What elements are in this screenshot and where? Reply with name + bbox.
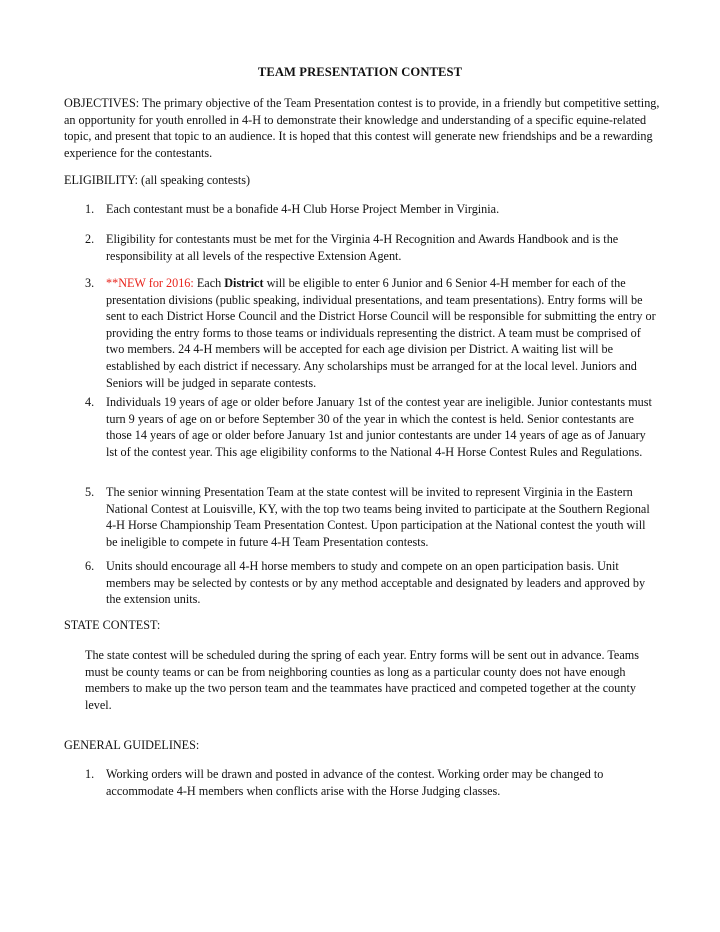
objectives-paragraph [64, 95, 664, 161]
item-text: Individuals 19 years of age or older before January 1st of the contest year are ineligible. Junior contestants must turn 9 years of age on or before September 30 of the year in which the contest is held. Senior contestants are those 14 years of age or older before January 1st and junior contestants are under 14 years of age as of January lst of the contest year. This age eligibility conforms to the National 4-H Horse Contest Rules and Regulations. [106, 395, 652, 459]
item-text [106, 275, 660, 391]
eligibility-item-3 [85, 275, 660, 391]
eligibility-item-4 [85, 394, 660, 460]
eligibility-item-1 [85, 201, 660, 218]
item-number: 6. [85, 559, 95, 573]
objectives-heading: OBJECTIVES: [64, 96, 140, 110]
objectives-text: The primary objective of the Team Presentation contest is to provide, in a friendly but competitive setting, an opportunity for youth enrolled in 4-H to demonstrate their knowledge and understanding of a specific equine-related topic, and present that topic to an audience. It is hoped that this contest will generate new friendships and be a rewarding experience for the contestants. [64, 96, 660, 160]
item-number: 4. [85, 395, 95, 409]
guideline-item-1 [85, 766, 660, 799]
item-text: The senior winning Presentation Team at the state contest will be invited to represent Virginia in the Eastern National Contest at Louisville, KY, with the top two teams being invited to participate at the Southern Regional 4-H Horse Championship Team Presentation Contest. Upon participation at the National contest the youth will be ineligible to compete in future 4-H Team Presentation contests. [106, 485, 650, 549]
eligibility-item-2 [85, 231, 660, 264]
item-text: Each contestant must be a bonafide 4-H Club Horse Project Member in Virginia. [106, 202, 500, 216]
item-text-post: will be eligible to enter 6 Junior and 6 Senior 4-H member for each of the presentation divisions (public speaking, individual presentations, and team presentations). Entry forms will be sent to each District Horse Council and the District Horse Council will be responsible for submitting the entry or providing the entry forms to those teams or individuals representing the district. A team must be comprised of two members. 24 4-H members will be accepted for each age division per District. A waiting list will be established by each district if necessary. Any scholarships must be arranged for at the local level. Juniors and Seniors will be judged in separate contests. [106, 276, 656, 390]
new-for-2016-label: **NEW for 2016: [106, 276, 194, 290]
item-number: 2. [85, 232, 95, 246]
item-text: Working orders will be drawn and posted in advance of the contest. Working order may be changed to accommodate 4-H members when conflicts arise with the Horse Judging classes. [106, 767, 604, 798]
district-emphasis: District [224, 276, 264, 290]
eligibility-heading: ELIGIBILITY: (all speaking contests) [64, 173, 251, 187]
item-number: 1. [85, 767, 95, 781]
page-title: TEAM PRESENTATION CONTEST [257, 65, 463, 79]
item-number: 1. [85, 202, 95, 216]
eligibility-item-6 [85, 558, 660, 608]
item-text: Eligibility for contestants must be met for the Virginia 4-H Recognition and Awards Handbook and is the responsibility at all levels of the respective Extension Agent. [106, 232, 619, 263]
state-contest-heading: STATE CONTEST: [64, 618, 161, 632]
general-guidelines-heading: GENERAL GUIDELINES: [64, 738, 200, 752]
state-contest-paragraph: The state contest will be scheduled during the spring of each year. Entry forms will be sent out in advance. Teams must be county teams or can be from neighboring counties as long as a particular county does not have enough members to make up the two person team and the teammates have practiced and competed together at the county level. [85, 648, 639, 712]
item-number: 3. [85, 276, 95, 290]
item-text: Units should encourage all 4-H horse members to study and compete on an open participation basis. Unit members may be selected by contests or by any method acceptable and designated by leaders and approved by the extension units. [106, 559, 646, 607]
item-text-pre: Each [193, 276, 225, 290]
item-number: 5. [85, 485, 95, 499]
eligibility-item-5 [85, 484, 660, 550]
